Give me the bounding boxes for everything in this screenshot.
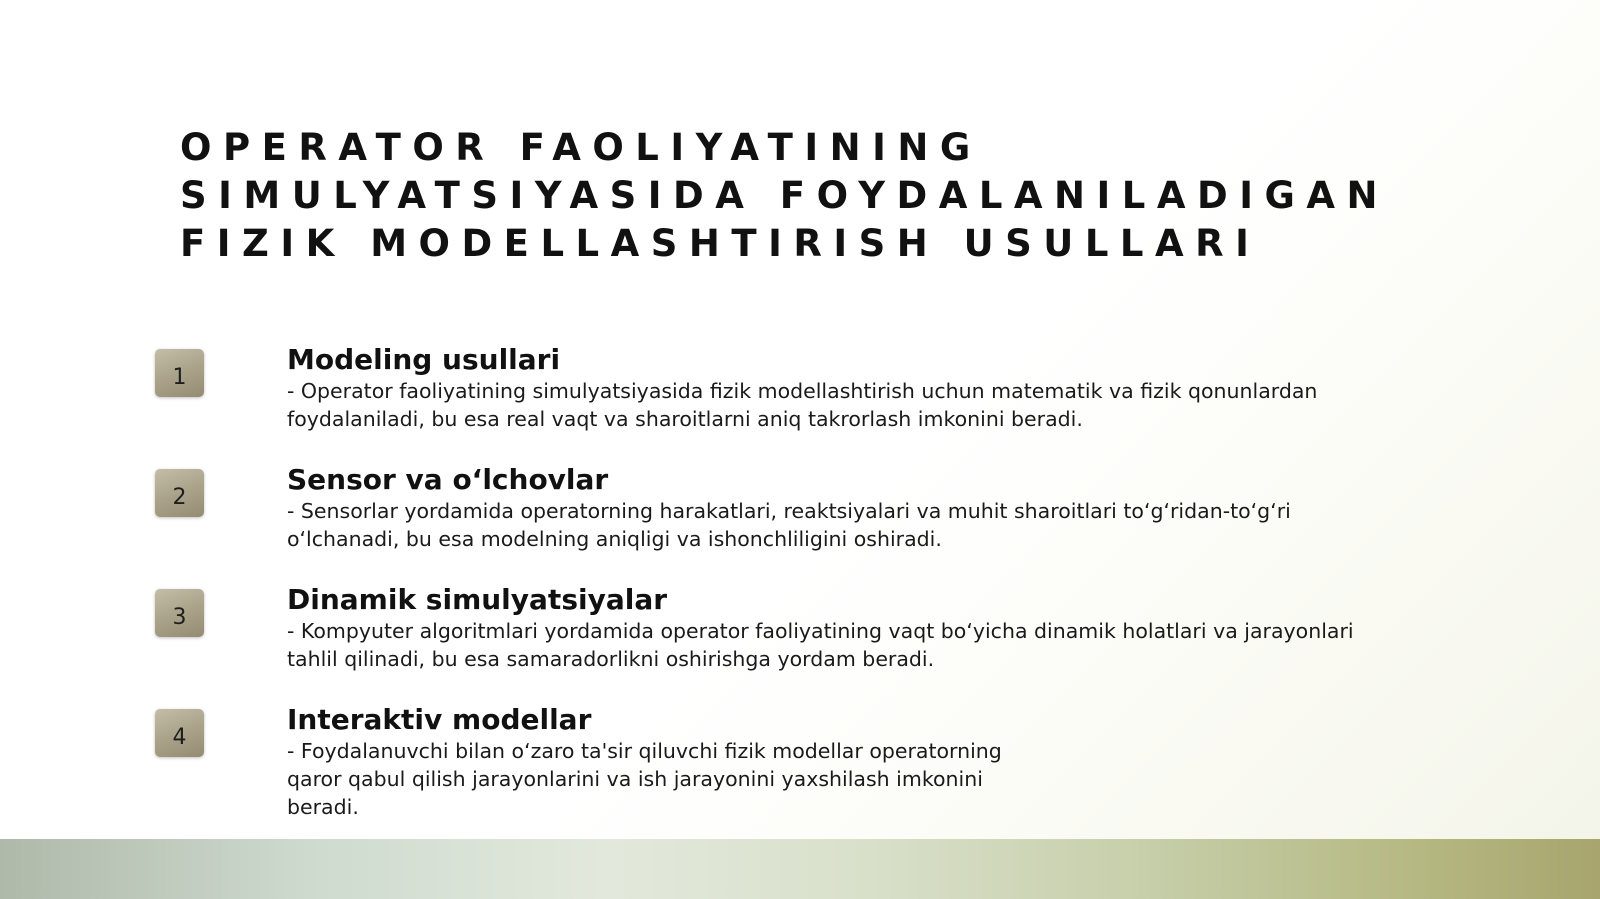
number-badge-3: 3 xyxy=(155,589,204,637)
slide-title-line-2: SIMULYATSIYASIDA FOYDALANILADIGAN xyxy=(180,174,1389,217)
number-badge-2: 2 xyxy=(155,469,204,517)
method-heading-4: Interaktiv modellar xyxy=(287,703,592,736)
decorative-bottom-band xyxy=(0,839,1600,899)
number-badge-4: 4 xyxy=(155,709,204,757)
method-heading-3: Dinamik simulyatsiyalar xyxy=(287,583,668,616)
method-heading-2: Sensor va o‘lchovlar xyxy=(287,463,609,496)
method-description-2: - Sensorlar yordamida operatorning harakatlari, reaktsiyalari va muhit sharoitlari to‘g‘ridan-to‘g‘ri o‘lchanadi, bu esa modelning aniqligi va ishonchliligini oshiradi. xyxy=(287,499,1291,551)
method-description-3: - Kompyuter algoritmlari yordamida operator faoliyatining vaqt bo‘yicha dinamik holatlari va jarayonlari tahlil qilinadi, bu esa samaradorlikni oshirishga yordam beradi. xyxy=(287,619,1354,671)
method-heading-1: Modeling usullari xyxy=(287,343,561,376)
number-badge-1: 1 xyxy=(155,349,204,397)
slide-title-line-1: OPERATOR FAOLIYATINING xyxy=(180,126,982,169)
method-description-1: - Operator faoliyatining simulyatsiyasida fizik modellashtirish uchun matematik va fizik qonunlardan foydalaniladi, bu esa real vaqt va sharoitlarni aniq takrorlash imkonini beradi. xyxy=(287,379,1318,431)
method-description-4: - Foydalanuvchi bilan o‘zaro ta'sir qiluvchi fizik modellar operatorning qaror qabul qilish jarayonlarini va ish jarayonini yaxshilash imkonini beradi. xyxy=(287,739,1002,819)
slide-title-line-3: FIZIK MODELLASHTIRISH USULLARI xyxy=(180,222,1261,265)
